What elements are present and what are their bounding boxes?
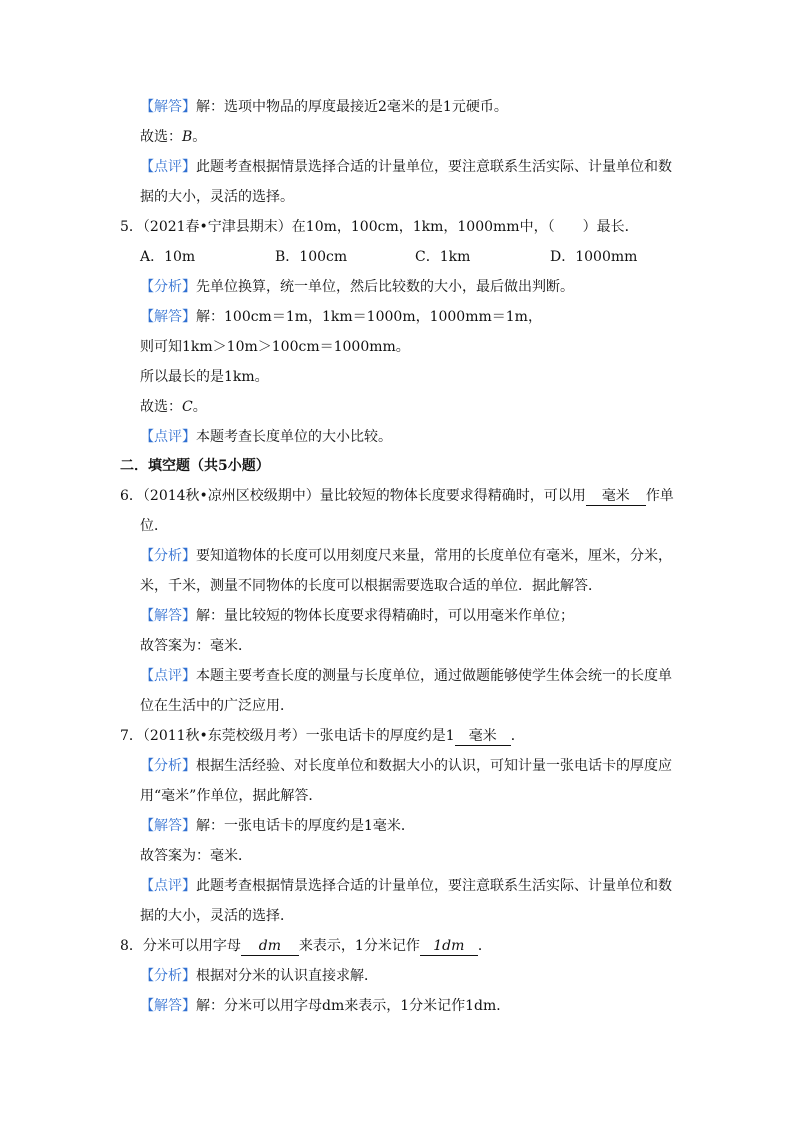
q8-answer-blank-1: dm (241, 937, 299, 956)
choice-suffix: 。 (192, 399, 207, 415)
choice-prefix: 故选： (140, 399, 182, 415)
section-title: 二．填空题（共5小题） (120, 458, 270, 474)
answer-tag: 【解答】 (140, 818, 196, 834)
analysis-tag: 【分析】 (140, 758, 196, 774)
q7-analysis-text: 根据生活经验、对长度单位和数据大小的认识，可知计量一张电话卡的厚度应 (196, 758, 672, 774)
q7-comment (140, 876, 672, 896)
q6-comment (140, 666, 672, 686)
q4-comment-line2: 据的大小，灵活的选择。 (140, 189, 294, 205)
q8-answer-blank-2: 1dm (420, 937, 478, 956)
q8-number: 8． (120, 938, 143, 954)
q6-number: 6． (120, 488, 143, 504)
comment-tag: 【点评】 (140, 878, 196, 894)
q8-answer (140, 996, 510, 1016)
q5-answer-line3: 所以最长的是1km。 (140, 369, 269, 385)
analysis-tag: 【分析】 (140, 548, 196, 564)
q8-question-mid: 来表示，1分米记作 (298, 938, 420, 954)
q8-question-end: ． (477, 938, 492, 954)
q5-answer-text: 解：100cm＝1m，1km＝1000m，1000mm＝1m， (196, 309, 542, 325)
q6-question-text: （2014秋•凉州区校级期中）量比较短的物体长度要求得精确时，可以用 (142, 488, 586, 504)
q5-choice (140, 397, 207, 417)
q6-question-post: 作单 (645, 488, 674, 504)
q7-comment-text: 此题考查根据情景选择合适的计量单位，要注意联系生活实际、计量单位和数 (196, 878, 672, 894)
q8-analysis (140, 966, 378, 986)
q4-choice (140, 127, 206, 147)
q7-answer-text: 解：一张电话卡的厚度约是1毫米． (196, 818, 415, 834)
q6-answer-blank: 毫米 (586, 487, 646, 506)
q4-comment-text: 此题考查根据情景选择合适的计量单位，要注意联系生活实际、计量单位和数 (196, 159, 672, 175)
q7-answer-blank: 毫米 (455, 727, 511, 746)
q5-question-text: （2021春•宁津县期末）在10m，100cm，1km，1000mm中，（ ）最长． (142, 219, 639, 235)
q6-analysis (140, 546, 672, 566)
q6-analysis-text: 要知道物体的长度可以用刻度尺来量，常用的长度单位有毫米，厘米，分米， (196, 548, 672, 564)
q5-comment (140, 427, 392, 447)
q8-answer-text: 解：分米可以用字母dm来表示，1分米记作1dm． (196, 998, 511, 1014)
q7-analysis-line2: 用“毫米”作单位，据此解答． (140, 788, 323, 804)
q7-answer-line2: 故答案为：毫米． (140, 848, 252, 864)
q5-option-d: D．1000mm (550, 249, 638, 265)
q5-answer (140, 307, 542, 327)
answer-tag: 【解答】 (140, 309, 196, 325)
answer-tag: 【解答】 (140, 99, 196, 115)
q7-question (120, 726, 525, 746)
q5-option-c: C．1km (415, 249, 471, 265)
answer-tag: 【解答】 (140, 998, 196, 1014)
q6-comment-line2: 位在生活中的广泛应用． (140, 698, 294, 714)
q5-comment-text: 本题考查长度单位的大小比较。 (196, 429, 392, 445)
q7-analysis (140, 756, 672, 776)
q8-analysis-text: 根据对分米的认识直接求解． (196, 968, 378, 984)
choice-prefix: 故选： (140, 129, 182, 145)
choice-letter: C (182, 399, 193, 415)
q7-question-post: ． (510, 728, 525, 744)
q4-answer-text: 解：选项中物品的厚度最接近2毫米的是1元硬币。 (196, 99, 508, 115)
q6-answer (140, 606, 574, 626)
q5-analysis (140, 277, 574, 297)
q8-question-text: 分米可以用字母 (142, 938, 241, 954)
q6-question (120, 486, 674, 506)
q5-number: 5． (120, 219, 143, 235)
comment-tag: 【点评】 (140, 159, 196, 175)
q4-comment (140, 157, 672, 177)
q5-question (120, 217, 639, 237)
q6-answer-text: 解：量比较短的物体长度要求得精确时，可以用毫米作单位； (196, 608, 574, 624)
q5-option-a: A．10m (140, 249, 196, 265)
q7-comment-line2: 据的大小，灵活的选择． (140, 908, 294, 924)
comment-tag: 【点评】 (140, 429, 196, 445)
q6-analysis-line2: 米，千米，测量不同物体的长度可以根据需要选取合适的单位．据此解答． (140, 578, 602, 594)
q4-answer (140, 97, 508, 117)
answer-tag: 【解答】 (140, 608, 196, 624)
q7-question-text: （2011秋•东莞校级月考）一张电话卡的厚度约是1 (142, 728, 455, 744)
comment-tag: 【点评】 (140, 668, 196, 684)
q6-answer-line2: 故答案为：毫米． (140, 638, 252, 654)
q5-option-b: B．100cm (275, 249, 348, 265)
choice-letter: B (182, 129, 193, 145)
analysis-tag: 【分析】 (140, 279, 196, 295)
q5-analysis-text: 先单位换算，统一单位，然后比较数的大小，最后做出判断。 (196, 279, 574, 295)
q6-question-line2: 位． (140, 518, 168, 534)
q7-number: 7． (120, 728, 143, 744)
q8-question (120, 936, 492, 956)
choice-suffix: 。 (192, 129, 207, 145)
q6-comment-text: 本题主要考查长度的测量与长度单位，通过做题能够使学生体会统一的长度单 (196, 668, 672, 684)
q7-answer (140, 816, 415, 836)
q5-answer-line2: 则可知1km＞10m＞100cm＝1000mm。 (140, 339, 410, 355)
analysis-tag: 【分析】 (140, 968, 196, 984)
